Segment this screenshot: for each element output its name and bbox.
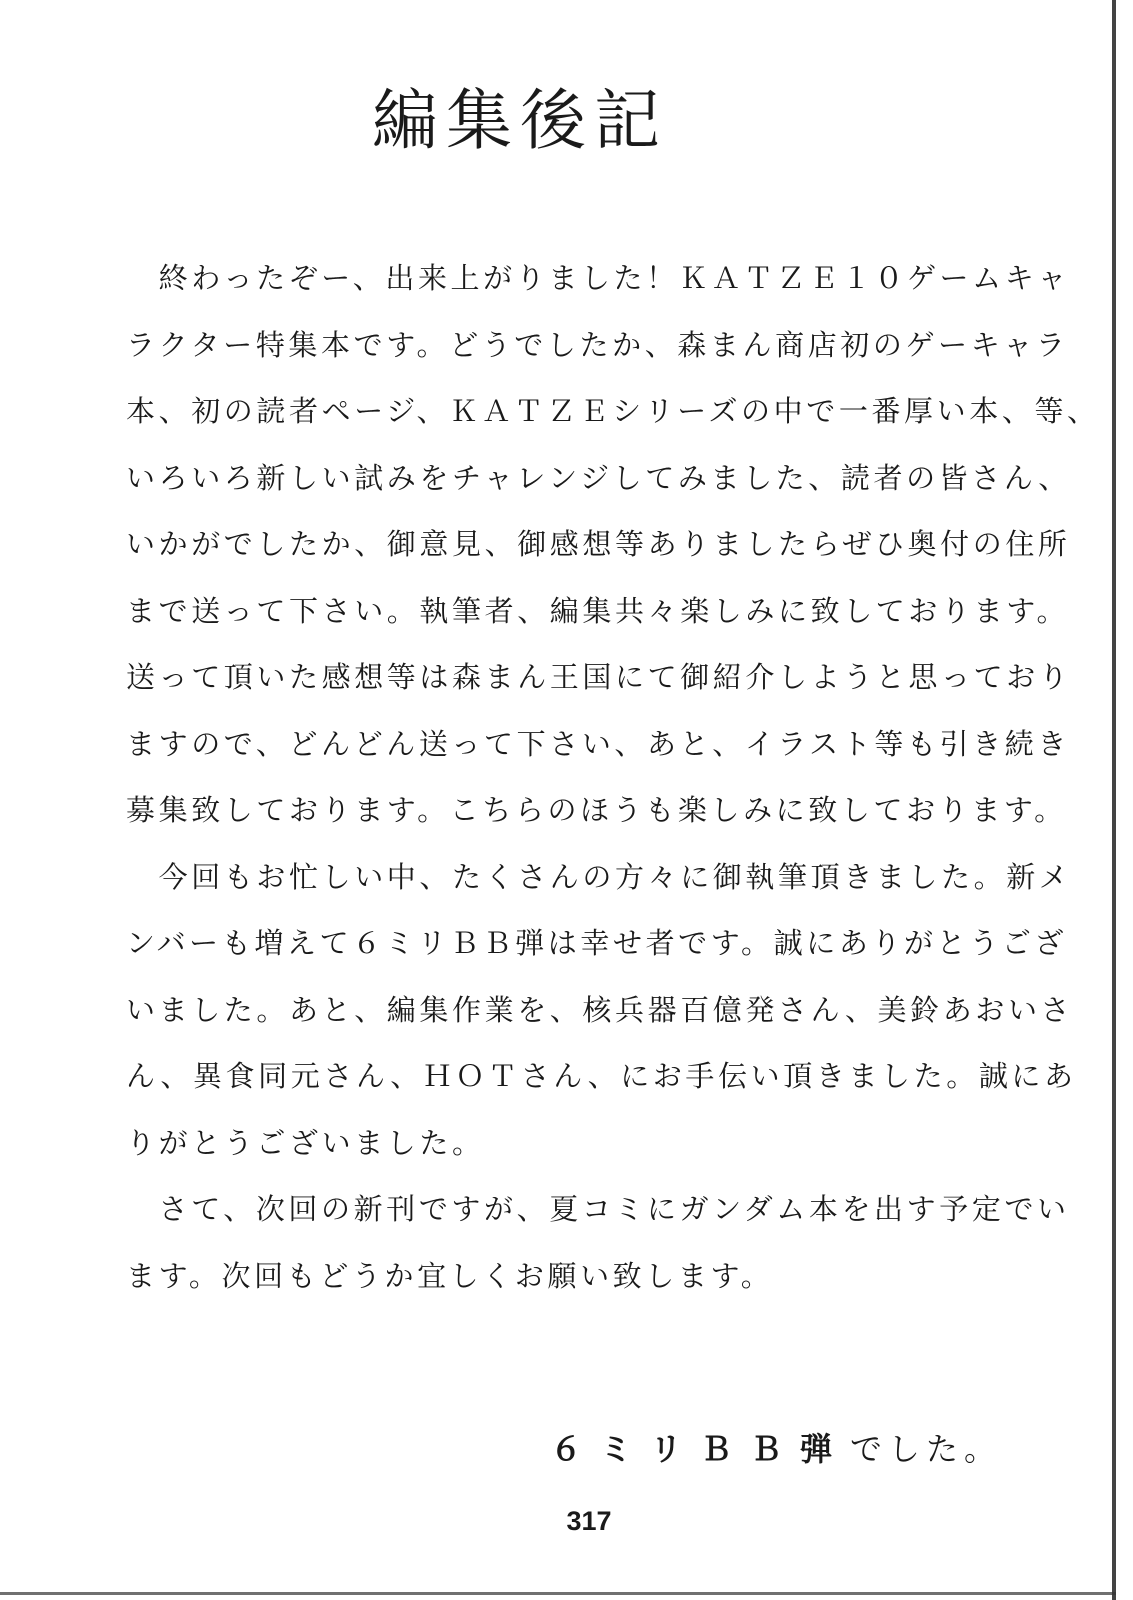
body-line: ます。次回もどうか宜しくお願い致します。 xyxy=(126,1258,774,1293)
body-line: ラクター特集本です。どうでしたか、森まん商店初のゲーキャラ xyxy=(126,327,1069,362)
signature-suffix: でした。 xyxy=(850,1430,1003,1468)
body-line: 今回もお忙しい中、たくさんの方々に御執筆頂きました。新メ xyxy=(126,859,1072,894)
scan-edge-bottom xyxy=(0,1592,1116,1595)
body-line: いろいろ新しい試みをチャレンジしてみました、読者の皆さん、 xyxy=(126,460,1071,495)
body-line: 本、初の読者ページ、ＫＡＴＺＥシリーズの中で一番厚い本、等、 xyxy=(126,394,1100,428)
body-line: りがとうございました。 xyxy=(126,1125,485,1160)
body-line: 送って頂いた感想等は森まん王国にて御紹介しようと思っており xyxy=(126,660,1072,694)
signature-name: ６ミリＢＢ弾 xyxy=(550,1430,851,1468)
page-title: 編集後記 xyxy=(372,82,668,159)
body-line: ンバーも増えて６ミリＢＢ弾は幸せ者です。誠にありがとうござ xyxy=(126,926,1068,960)
scan-edge-right xyxy=(1112,0,1116,1600)
body-line: いました。あと、編集作業を、核兵器百億発さん、美鈴あおいさ xyxy=(126,992,1074,1027)
body-line: まで送って下さい。執筆者、編集共々楽しみに致しております。 xyxy=(126,593,1070,628)
page-number: 317 xyxy=(566,1506,612,1536)
body-line: 募集致しております。こちらのほうも楽しみに致しております。 xyxy=(126,793,1067,827)
body-line: さて、次回の新刊ですが、夏コミにガンダム本を出す予定でい xyxy=(126,1192,1070,1226)
signature xyxy=(550,1424,1002,1470)
body-line: ん、異食同元さん、ＨＯＴさん、にお手伝い頂きました。誠にあ xyxy=(126,1059,1077,1093)
body-line: 終わったぞー、出来上がりました！ＫＡＴＺＥ１０ゲームキャ xyxy=(126,261,1070,295)
body-line: ますので、どんどん送って下さい、あと、イラスト等も引き続き xyxy=(126,726,1070,761)
afterword-body xyxy=(126,258,1100,1322)
body-line: いかがでしたか、御意見、御感想等ありましたらぜひ奥付の住所 xyxy=(126,527,1071,561)
